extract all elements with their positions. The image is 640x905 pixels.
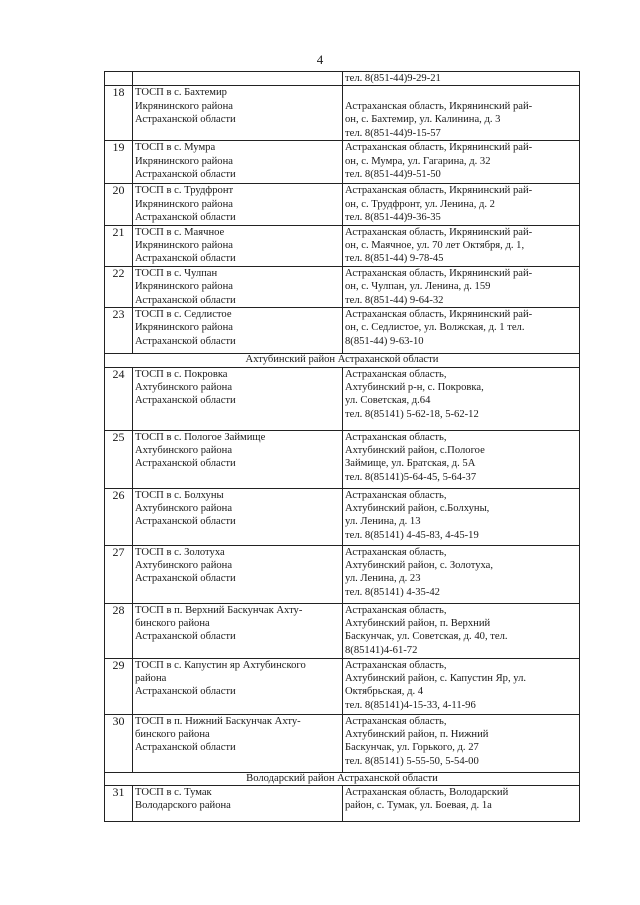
office-address-line: Астраханская область, Икрянинский рай- xyxy=(345,226,533,238)
table-row xyxy=(105,266,580,307)
office-address-line: 8(85141)4-61-72 xyxy=(345,644,418,656)
row-number: 20 xyxy=(105,184,133,225)
row-number xyxy=(105,72,133,86)
office-name-cell xyxy=(133,86,343,141)
office-name-line: ТОСП в с. Пологое Займище xyxy=(135,431,266,443)
office-address-line: он, с. Чулпан, ул. Ленина, д. 159 xyxy=(345,281,491,293)
continuation-row xyxy=(105,72,580,86)
office-address-line: тел. 8(85141) 5-62-18, 5-62-12 xyxy=(345,408,479,420)
office-name-line: Астраханской области xyxy=(135,516,236,528)
office-name-cell xyxy=(133,488,343,545)
office-address-line: Ахтубинский район, п. Нижний xyxy=(345,728,489,740)
office-address-line: он, с. Мумра, ул. Гагарина, д. 32 xyxy=(345,155,491,167)
table-row xyxy=(105,714,580,772)
office-name-line: Икрянинского района xyxy=(135,100,233,112)
office-address-line: Астраханская область, xyxy=(345,431,447,443)
office-address-line: тел. 8(85141)5-64-45, 5-64-37 xyxy=(345,471,477,483)
table-row xyxy=(105,786,580,822)
row-number: 26 xyxy=(105,488,133,545)
office-name-line: Астраханской области xyxy=(135,631,236,643)
table-row xyxy=(105,308,580,354)
office-name-line: Астраханской области xyxy=(135,114,236,126)
table-row xyxy=(105,658,580,714)
office-name-line: Икрянинского района xyxy=(135,198,233,210)
office-address-line: тел. 8(851-44)9-36-35 xyxy=(345,212,441,224)
office-name-line: ТОСП в с. Седлистое xyxy=(135,309,232,321)
office-address-line: он, с. Бахтемир, ул. Калинина, д. 3 xyxy=(345,114,501,126)
office-name-line: Астраханской области xyxy=(135,169,236,181)
office-name-line: Икрянинского района xyxy=(135,322,233,334)
office-name-line: ТОСП в с. Покровка xyxy=(135,368,228,380)
office-address-cell xyxy=(343,430,580,488)
page-number: 4 xyxy=(316,52,324,67)
office-name-line: ТОСП в с. Болхуны xyxy=(135,489,224,501)
office-address-line: он, с. Маячное, ул. 70 лет Октября, д. 1, xyxy=(345,240,525,252)
office-name-cell xyxy=(133,72,343,86)
office-name-line: Ахтубинского района xyxy=(135,381,233,393)
office-address-line: Ахтубинский район, с.Болхуны, xyxy=(345,502,490,514)
office-name-line: Астраханской области xyxy=(135,686,236,698)
office-name-line: ТОСП в с. Тумак xyxy=(135,787,212,799)
office-address-line: тел. 8(85141)4-15-33, 4-11-96 xyxy=(345,699,476,711)
office-address-line: он, с. Трудфронт, ул. Ленина, д. 2 xyxy=(345,198,495,210)
office-address-line: Баскунчак, ул. Советская, д. 40, тел. xyxy=(345,631,508,643)
table-row xyxy=(105,488,580,545)
office-address-cell xyxy=(343,225,580,266)
section-title: Володарский район Астраханской области xyxy=(105,772,580,786)
office-address-line: Баскунчак, ул. Горького, д. 27 xyxy=(345,742,479,754)
office-name-cell xyxy=(133,430,343,488)
office-address-line: тел. 8(85141) 5-55-50, 5-54-00 xyxy=(345,755,479,767)
office-address-line: Ахтубинский район, с. Золотуха, xyxy=(345,559,494,571)
office-name-line: ТОСП в с. Капустин яр Ахтубинского xyxy=(135,659,306,671)
office-name-line: Астраханской области xyxy=(135,212,236,224)
office-name-line: Ахтубинского района xyxy=(135,559,233,571)
office-name-line: Ахтубинского района xyxy=(135,444,233,456)
office-name-line: Астраханской области xyxy=(135,573,236,585)
row-number: 31 xyxy=(105,786,133,822)
office-name-line: ТОСП в с. Золотуха xyxy=(135,546,225,558)
office-address-cell xyxy=(343,141,580,184)
office-address-cell xyxy=(343,603,580,658)
office-address-line: он, с. Седлистое, ул. Волжская, д. 1 тел. xyxy=(345,322,525,334)
office-name-line: бинского района xyxy=(135,728,210,740)
office-address-line: Ахтубинский район, п. Верхний xyxy=(345,617,491,629)
office-address-line: Астраханская область, xyxy=(345,604,447,616)
row-number: 18 xyxy=(105,86,133,141)
section-title: Ахтубинский район Астраханской области xyxy=(105,354,580,368)
office-address-line: 8(851-44) 9-63-10 xyxy=(345,335,424,347)
office-name-line: Икрянинского района xyxy=(135,155,233,167)
offices-table-body xyxy=(105,72,580,822)
table-row xyxy=(105,603,580,658)
office-address-line: Займище, ул. Братская, д. 5А xyxy=(345,458,476,470)
office-name-line: ТОСП в с. Чулпан xyxy=(135,267,218,279)
office-address-line: ул. Ленина, д. 23 xyxy=(345,573,421,585)
office-name-line: ТОСП в п. Нижний Баскунчак Ахту- xyxy=(135,715,301,727)
office-name-line: Икрянинского района xyxy=(135,281,233,293)
office-name-line: Астраханской области xyxy=(135,253,236,265)
office-name-line: Астраханской области xyxy=(135,742,236,754)
office-name-cell xyxy=(133,545,343,603)
office-name-line: ТОСП в с. Мумра xyxy=(135,142,216,154)
office-address-line: Ахтубинский р-н, с. Покровка, xyxy=(345,381,484,393)
row-number: 27 xyxy=(105,545,133,603)
office-name-line: Астраханской области xyxy=(135,395,236,407)
row-number: 24 xyxy=(105,367,133,430)
section-header-row xyxy=(105,772,580,786)
office-address-cell xyxy=(343,786,580,822)
office-address-line: тел. 8(851-44) 9-64-32 xyxy=(345,294,444,306)
office-address-cell xyxy=(343,545,580,603)
table-row xyxy=(105,86,580,141)
office-address-line: Ахтубинский район, с.Пологое xyxy=(345,444,485,456)
office-address-line: Астраханская область, xyxy=(345,659,447,671)
office-name-line: района xyxy=(135,672,167,684)
office-name-cell xyxy=(133,603,343,658)
office-address-cell xyxy=(343,72,580,86)
row-number: 30 xyxy=(105,714,133,772)
office-address-line: Октябрьская, д. 4 xyxy=(345,686,424,698)
office-name-cell xyxy=(133,658,343,714)
offices-table xyxy=(104,71,580,822)
office-name-cell xyxy=(133,714,343,772)
office-name-line: Ахтубинского района xyxy=(135,502,233,514)
section-header-row xyxy=(105,354,580,368)
office-name-cell xyxy=(133,141,343,184)
office-address-line: Астраханская область, Икрянинский рай- xyxy=(345,142,533,154)
office-address-line: тел. 8(85141) 4-35-42 xyxy=(345,586,440,598)
office-address-line: Астраханская область, Икрянинский рай- xyxy=(345,267,533,279)
office-name-cell xyxy=(133,367,343,430)
table-row xyxy=(105,184,580,225)
table-row xyxy=(105,141,580,184)
table-row xyxy=(105,430,580,488)
office-name-line: бинского района xyxy=(135,617,210,629)
office-address-line: Астраханская область, xyxy=(345,715,447,727)
office-address-line: Ахтубинский район, с. Капустин Яр, ул. xyxy=(345,672,527,684)
row-number: 28 xyxy=(105,603,133,658)
office-name-line: Астраханской области xyxy=(135,335,236,347)
office-address-cell xyxy=(343,658,580,714)
row-number: 19 xyxy=(105,141,133,184)
office-address-line: Астраханская область, xyxy=(345,546,447,558)
office-name-line: ТОСП в с. Маячное xyxy=(135,226,225,238)
office-address-line xyxy=(345,86,577,99)
office-name-cell xyxy=(133,184,343,225)
row-number: 21 xyxy=(105,225,133,266)
office-address-cell xyxy=(343,86,580,141)
office-address-line: Астраханская область, Икрянинский рай- xyxy=(345,100,533,112)
office-address-line: Астраханская область, xyxy=(345,489,447,501)
office-address-line: ул. Ленина, д. 13 xyxy=(345,516,421,528)
office-name-line: ТОСП в с. Трудфронт xyxy=(135,185,234,197)
office-address-cell xyxy=(343,266,580,307)
office-address-cell xyxy=(343,714,580,772)
office-address-line: Астраханская область, xyxy=(345,368,447,380)
office-address-line: тел. 8(851-44)9-15-57 xyxy=(345,127,441,139)
office-name-line: Володарского района xyxy=(135,800,231,812)
office-address-line: тел. 8(85141) 4-45-83, 4-45-19 xyxy=(345,529,479,541)
office-address-cell xyxy=(343,308,580,354)
office-name-cell xyxy=(133,266,343,307)
office-address-line: Астраханская область, Икрянинский рай- xyxy=(345,309,533,321)
row-number: 22 xyxy=(105,266,133,307)
row-number: 29 xyxy=(105,658,133,714)
office-address-line: ул. Советская, д.64 xyxy=(345,395,431,407)
office-address-line: район, с. Тумак, ул. Боевая, д. 1а xyxy=(345,800,492,812)
office-name-line: ТОСП в п. Верхний Баскунчак Ахту- xyxy=(135,604,303,616)
office-address-cell xyxy=(343,488,580,545)
office-address-line: тел. 8(851-44)9-51-50 xyxy=(345,169,441,181)
office-name-line: Астраханской области xyxy=(135,458,236,470)
office-name-line: ТОСП в с. Бахтемир xyxy=(135,87,227,99)
table-row xyxy=(105,545,580,603)
office-address-cell xyxy=(343,367,580,430)
office-name-cell xyxy=(133,308,343,354)
office-address-line: Астраханская область, Икрянинский рай- xyxy=(345,185,533,197)
table-row xyxy=(105,367,580,430)
office-address-line: тел. 8(851-44)9-29-21 xyxy=(345,73,441,84)
office-address-line: Астраханская область, Володарский xyxy=(345,787,509,799)
row-number: 25 xyxy=(105,430,133,488)
office-address-line: тел. 8(851-44) 9-78-45 xyxy=(345,253,444,265)
office-name-line: Астраханской области xyxy=(135,294,236,306)
office-name-cell xyxy=(133,786,343,822)
office-name-line: Икрянинского района xyxy=(135,240,233,252)
row-number: 23 xyxy=(105,308,133,354)
office-name-cell xyxy=(133,225,343,266)
table-row xyxy=(105,225,580,266)
office-address-cell xyxy=(343,184,580,225)
